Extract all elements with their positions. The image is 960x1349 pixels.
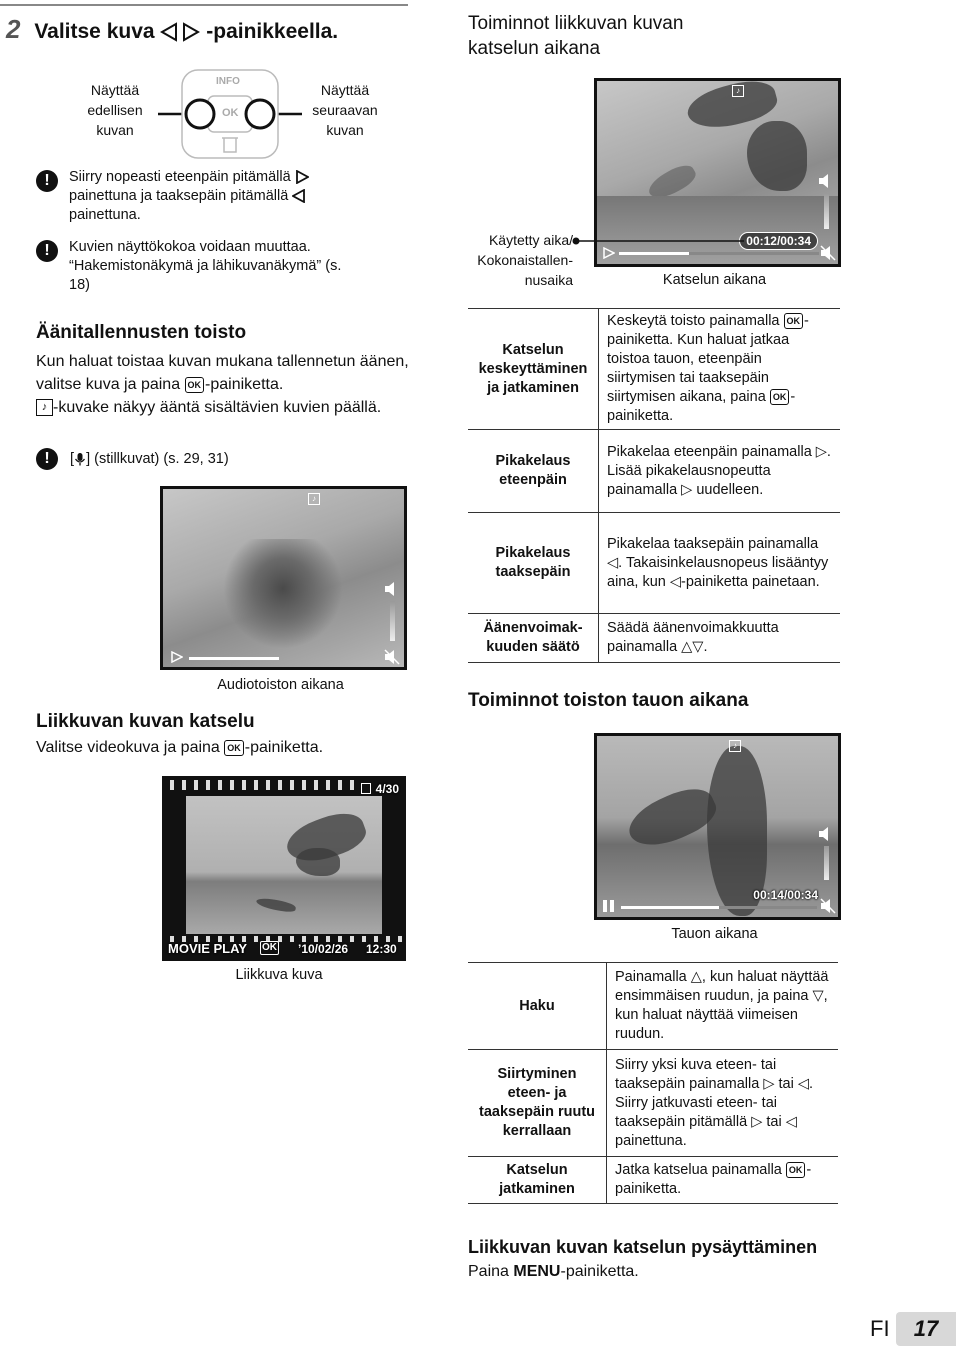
mute-icon <box>820 245 836 261</box>
right-top-title: Toiminnot liikkuvan kuvan katselun aikana <box>468 13 684 59</box>
ok-button-icon: OK <box>786 1162 806 1178</box>
movie-body <box>36 739 323 757</box>
play-icon <box>171 651 183 663</box>
op-heading: Pikakelaus eteenpäin <box>468 430 599 513</box>
table-row <box>468 614 840 663</box>
volume-icon <box>384 581 400 597</box>
ok-button-icon: OK <box>185 377 205 393</box>
left-arrow-icon <box>292 189 306 203</box>
right-arrow-icon <box>295 170 309 184</box>
movie-title: Liikkuvan kuvan katselu <box>36 711 255 732</box>
op-description: Painamalla △, kun haluat näyttää ensimmäisen ruudun, ja paina ▽, kun haluat näyttää viimeisen ruudun. <box>607 963 839 1050</box>
note-display-size <box>36 238 366 295</box>
op-description: Pikakelaa taaksepäin painamalla ◁. Takaisinkelausnopeus lisääntyy aina, kun ◁-painiketta painetaan. <box>599 513 841 614</box>
audio-body-c: -kuvake näkyy ääntä sisältävien kuvien päällä. <box>53 399 382 416</box>
caution-icon: ! <box>36 240 58 262</box>
caution-icon: ! <box>36 170 58 192</box>
audio-body-a: Kun haluat toistaa kuvan mukana tallennetun äänen, valitse kuva ja paina <box>36 353 409 393</box>
movie-body-b: -painiketta. <box>244 739 324 756</box>
volume-level-bar <box>824 193 829 229</box>
table-row <box>468 430 840 513</box>
volume-icon <box>818 826 834 842</box>
audio-title: Äänitallennusten toisto <box>36 322 247 343</box>
timecode-text: 00:14/00:34 <box>753 888 818 902</box>
table-row <box>468 513 840 614</box>
music-note-icon: ♪ <box>732 85 744 97</box>
stop-title: Liikkuvan kuvan katselun pysäyttäminen <box>468 1237 818 1257</box>
pause-progress-bar <box>621 906 817 909</box>
audio-ref <box>36 448 229 470</box>
volume-icon <box>818 173 834 189</box>
table-row <box>468 963 838 1050</box>
microphone-icon <box>74 452 86 466</box>
footer-page-number: 17 <box>896 1312 956 1346</box>
audio-body-b: -painiketta. <box>205 376 284 393</box>
op-heading: Haku <box>468 963 607 1050</box>
left-right-arrows-icon <box>160 22 200 42</box>
mute-icon <box>820 898 836 914</box>
note-fast-forward <box>36 168 376 225</box>
volume-level-bar <box>824 846 829 880</box>
mute-icon <box>384 649 400 665</box>
op-description: Keskeytä toisto painamalla OK -painiketta. Kun haluat jatkaa toistoa tauon, eteenpäin siirtymisen tai taaksepäin siirtymisen aikana, paina OK -painiketta. <box>599 309 841 430</box>
op-description: Pikakelaa eteenpäin painamalla ▷. Lisää pikakelausnopeutta painamalla ▷ uudelleen. <box>599 430 841 513</box>
timecode-badge: 00:12/00:34 <box>739 232 818 250</box>
pause-screen <box>594 733 841 920</box>
play-icon <box>603 247 615 259</box>
movie-time: 12:30 <box>366 942 397 956</box>
movie-caption: Liikkuva kuva <box>235 967 323 983</box>
step-heading-pre: Valitse kuva <box>34 20 155 43</box>
movie-info-bar <box>166 941 402 957</box>
movie-body-a: Valitse videokuva ja paina <box>36 739 220 756</box>
ok-button-icon: OK <box>224 740 244 756</box>
playback-caption: Katselun aikana <box>662 272 767 288</box>
stop-body-a: Paina <box>468 1263 509 1280</box>
music-note-icon: ♪ <box>308 493 320 505</box>
movie-date: ’10/02/26 <box>298 942 349 956</box>
op-heading: Pikakelaus taaksepäin <box>468 513 599 614</box>
step-heading <box>6 14 338 45</box>
dial-right-label: Näyttää seuraavan kuvan <box>312 82 378 138</box>
time-label: Käytetty aika/ Kokonaistallen- nusaika <box>477 232 573 288</box>
playback-operations-table <box>468 308 840 663</box>
menu-button-label: MENU <box>513 1263 561 1280</box>
movie-frame-image <box>186 796 382 934</box>
table-row <box>468 1050 838 1157</box>
note1-c: painettuna. <box>69 207 141 223</box>
audio-body <box>36 350 416 419</box>
note2-text: Kuvien näyttökokoa voidaan muuttaa. “Hakemistonäkymä ja lähikuvanäkymä” (s. 18) <box>69 239 342 293</box>
note1-a: Siirry nopeasti eteenpäin pitämällä <box>69 169 291 185</box>
frame-counter-text: 4/30 <box>375 782 399 796</box>
note1-b: painettuna ja taaksepäin pitämällä <box>69 188 289 204</box>
ok-button-icon: OK <box>262 942 277 953</box>
audio-playback-screen <box>160 486 407 670</box>
op-heading: Katselun keskeyttäminen ja jatkaminen <box>468 309 599 430</box>
audio-progress-bar <box>189 657 279 660</box>
stop-body <box>468 1263 639 1281</box>
ok-button-icon: OK <box>784 313 804 329</box>
pause-caption: Tauon aikana <box>671 926 758 942</box>
playback-progress-bar <box>619 252 819 255</box>
music-note-icon: ♪ <box>36 399 53 416</box>
movie-play-label: MOVIE PLAY <box>168 941 247 956</box>
op-heading: Äänenvoimak-kuuden säätö <box>468 614 599 663</box>
audio-ref-a: [ <box>70 451 75 467</box>
dial-left-label: Näyttää edellisen kuvan <box>87 82 143 138</box>
audio-ref-b: ] (stillkuvat) (s. 29, 31) <box>86 451 229 467</box>
dial-ok-label: OK <box>222 107 239 119</box>
movie-screen <box>162 776 406 961</box>
dial-info-label: INFO <box>216 76 240 87</box>
footer-lang: FI <box>870 1316 890 1341</box>
pause-title: Toiminnot toiston tauon aikana <box>468 690 749 711</box>
table-row <box>468 309 840 430</box>
audio-caption: Audiotoiston aikana <box>217 677 344 693</box>
op-heading: Siirtyminen eteen- ja taaksepäin ruutu kerrallaan <box>468 1050 607 1157</box>
pause-icon <box>603 900 607 912</box>
caution-icon: ! <box>36 448 58 470</box>
ok-button-icon: OK <box>770 389 790 405</box>
time-callout-line <box>572 236 752 246</box>
op-heading: Katselun jatkaminen <box>468 1157 607 1204</box>
op-description: Jatka katselua painamalla OK -painiketta. <box>607 1157 839 1204</box>
step-heading-post: -painikkeella. <box>206 20 339 43</box>
op-description: Siirry yksi kuva eteen- tai taaksepäin painamalla ▷ tai ◁. Siirry jatkuvasti eteen- tai taaksepäin pitämällä ▷ tai ◁ painettuna. <box>607 1050 839 1157</box>
table-row <box>468 1157 838 1204</box>
pause-operations-table <box>468 962 838 1204</box>
music-note-icon: ♪ <box>729 740 741 752</box>
movie-icon <box>361 783 371 794</box>
top-rule <box>0 4 408 6</box>
volume-level-bar <box>390 601 395 641</box>
stop-body-b: -painiketta. <box>560 1263 639 1280</box>
step-number: 2 <box>6 14 21 44</box>
op-description: Säädä äänenvoimakkuutta painamalla △▽. <box>599 614 841 663</box>
